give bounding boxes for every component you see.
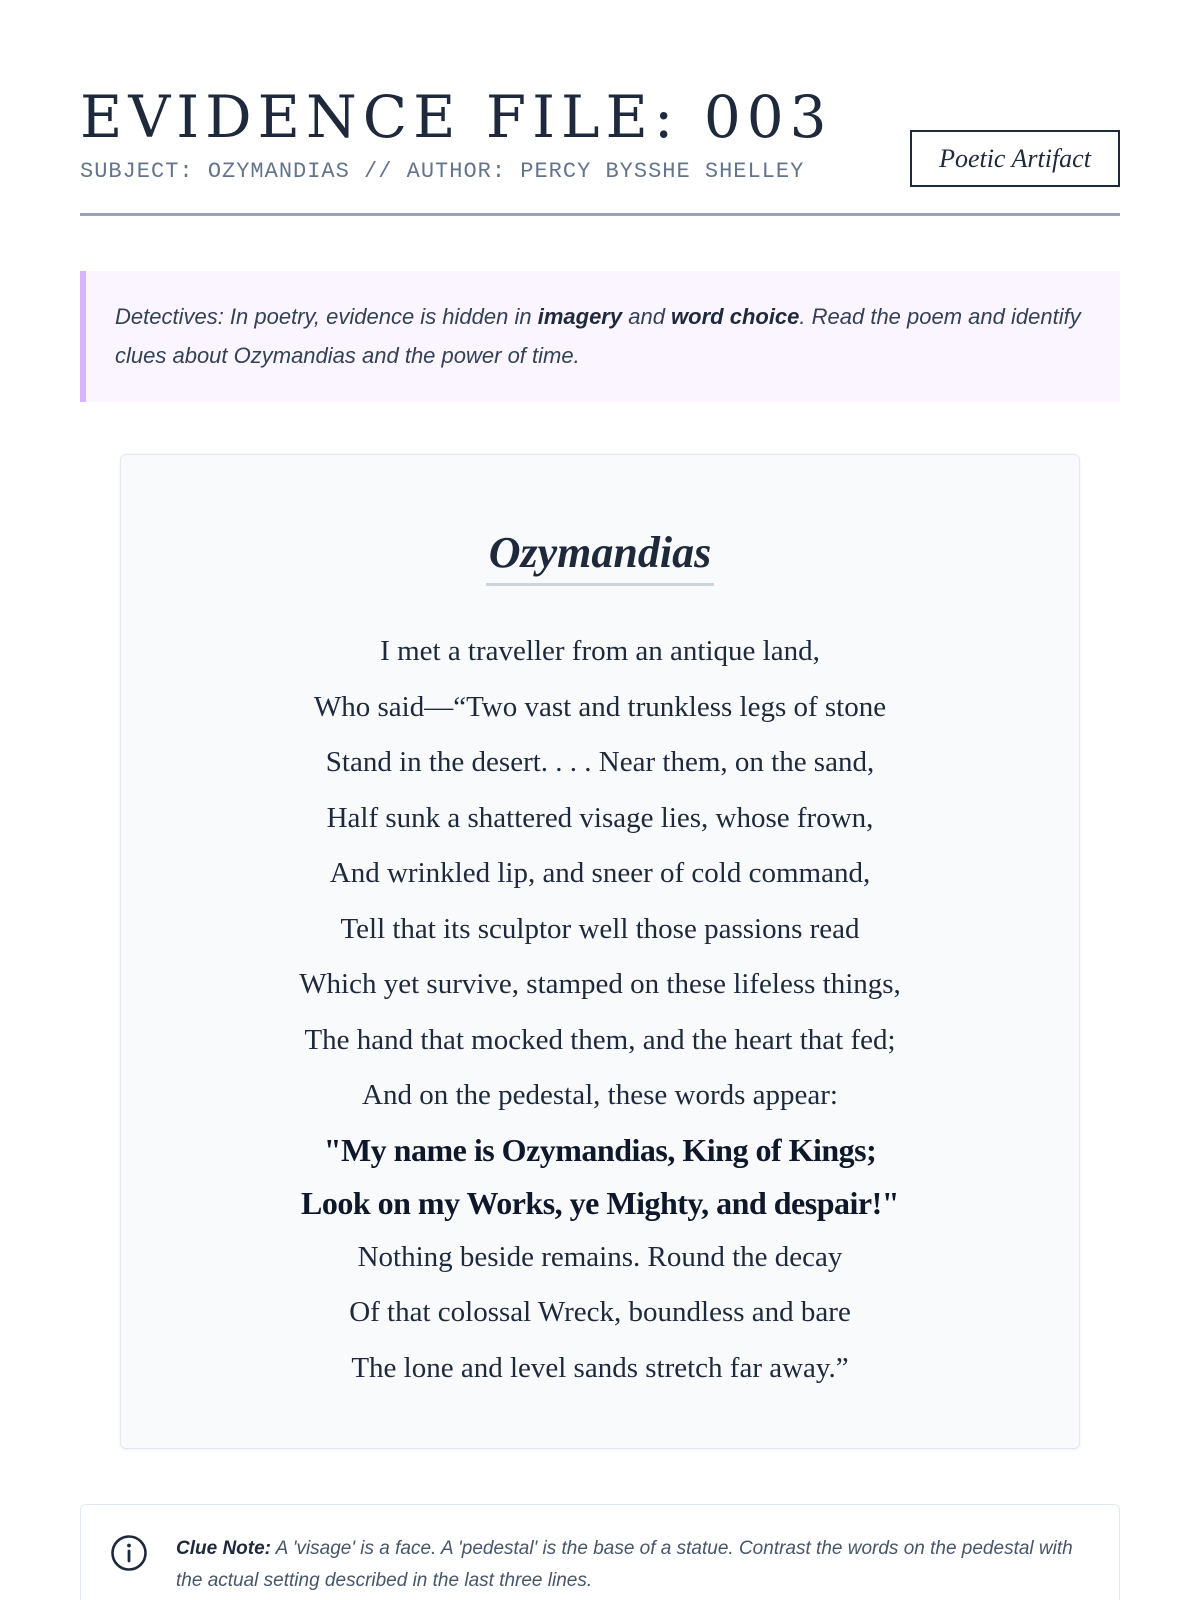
briefing-term-imagery: imagery	[537, 304, 623, 329]
detective-briefing	[80, 271, 1120, 402]
poem-line: Stand in the desert. . . . Near them, on the sand,	[325, 746, 875, 778]
briefing-term-word-choice: word choice	[671, 304, 800, 329]
clue-note	[80, 1504, 1120, 1600]
poem-line: The lone and level sands stretch far away.”	[351, 1351, 849, 1384]
poem-line: I met a traveller from an antique land,	[380, 635, 820, 667]
pedestal-inscription-line: "My name is Ozymandias, King of Kings;	[323, 1131, 877, 1168]
pedestal-inscription-line: Look on my Works, ye Mighty, and despair!"	[300, 1184, 900, 1221]
poem-line: Half sunk a shattered visage lies, whose frown,	[326, 801, 874, 834]
poem-line: Of that colossal Wreck, boundless and bare	[349, 1296, 851, 1328]
briefing-text-prefix: Detectives: In poetry, evidence is hidden in	[115, 304, 538, 329]
poem-line: Who said—“Two vast and trunkless legs of stone	[313, 690, 887, 723]
poem-card	[120, 454, 1080, 1449]
poem-title: Ozymandias	[488, 528, 712, 577]
page-subtitle: SUBJECT: OZYMANDIAS // AUTHOR: PERCY BYSSHE SHELLEY	[80, 159, 805, 184]
poem-line: The hand that mocked them, and the heart that fed;	[304, 1023, 896, 1056]
page-title: EVIDENCE FILE: 003	[80, 83, 833, 151]
poem-line: Nothing beside remains. Round the decay	[357, 1240, 843, 1273]
poem-body	[121, 624, 1079, 1396]
briefing-text-suffix: . Read the poem and identify clues about Ozymandias and the power of time.	[115, 304, 1081, 368]
clue-note-body: A 'visage' is a face. A 'pedestal' is the base of a statue. Contrast the words on the pedestal with the actual setting described in the last three lines.	[176, 1538, 1073, 1591]
poem-line: Tell that its sculptor well those passions read	[340, 912, 860, 945]
clue-note-label: Clue Note:	[176, 1538, 271, 1559]
poem-title-underline	[486, 527, 714, 586]
poem-line: Which yet survive, stamped on these lifeless things,	[299, 968, 901, 1000]
info-icon	[110, 1534, 148, 1572]
poem-line: And wrinkled lip, and sneer of cold command,	[329, 857, 871, 889]
artifact-badge: Poetic Artifact	[910, 130, 1120, 187]
evidence-header	[80, 0, 1120, 216]
briefing-text-middle: and	[622, 304, 672, 329]
poem-line: And on the pedestal, these words appear:	[362, 1079, 838, 1111]
clue-note-text	[176, 1533, 1079, 1597]
